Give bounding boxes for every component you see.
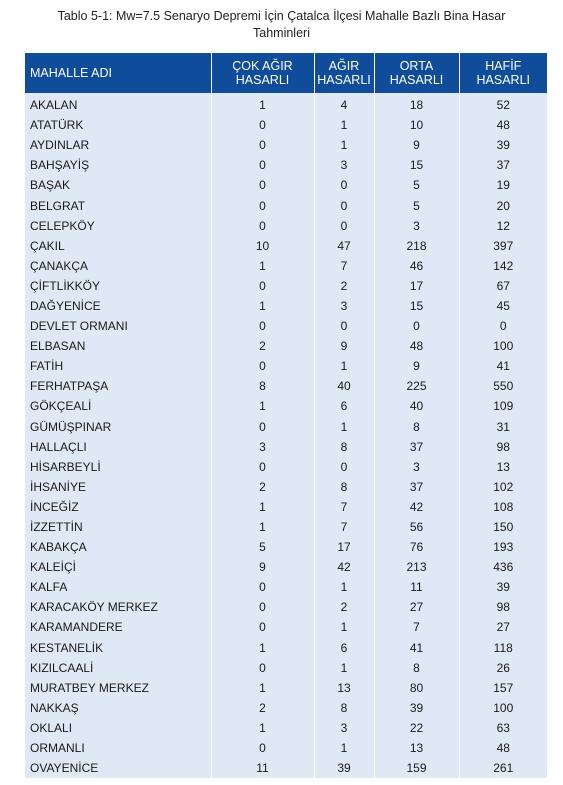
heavy-damage-cell: 3 — [314, 296, 374, 316]
very-heavy-damage-cell: 1 — [211, 517, 314, 537]
neighborhood-name-cell: ÇANAKÇA — [25, 256, 211, 276]
very-heavy-damage-cell: 2 — [211, 336, 314, 356]
table-row — [25, 718, 547, 738]
heavy-damage-cell: 1 — [314, 135, 374, 155]
moderate-damage-cell: 18 — [374, 93, 459, 115]
moderate-damage-cell: 17 — [374, 276, 459, 296]
heavy-damage-cell: 3 — [314, 718, 374, 738]
light-damage-cell: 48 — [496, 741, 510, 756]
moderate-damage-cell: 7 — [374, 617, 459, 637]
light-damage-cell: 39 — [496, 580, 510, 595]
header-neighborhood-name: MAHALLE ADI — [25, 53, 211, 93]
moderate-damage-cell: 0 — [374, 316, 459, 336]
neighborhood-name-cell: AYDINLAR — [25, 135, 211, 155]
light-damage-cell: 100 — [493, 700, 514, 715]
very-heavy-damage-cell: 8 — [211, 376, 314, 396]
neighborhood-name-cell: İHSANİYE — [25, 477, 211, 497]
header-moderate-damage — [374, 53, 459, 93]
moderate-damage-cell: 159 — [374, 758, 459, 778]
neighborhood-name-cell: FERHATPAŞA — [25, 376, 211, 396]
very-heavy-damage-cell: 0 — [211, 738, 314, 758]
header-light-damage — [459, 53, 547, 93]
very-heavy-damage-cell: 1 — [211, 93, 314, 115]
light-damage-cell: 436 — [493, 560, 514, 575]
very-heavy-damage-cell: 1 — [211, 678, 314, 698]
heavy-damage-cell: 1 — [314, 417, 374, 437]
moderate-damage-cell: 8 — [374, 658, 459, 678]
heavy-damage-cell: 1 — [314, 577, 374, 597]
heavy-damage-cell: 8 — [314, 477, 374, 497]
very-heavy-damage-cell: 0 — [211, 356, 314, 376]
table-row — [25, 115, 547, 135]
very-heavy-damage-cell: 0 — [211, 175, 314, 195]
table-row — [25, 236, 547, 256]
light-damage-cell: 12 — [496, 218, 510, 233]
heavy-damage-cell: 3 — [314, 155, 374, 175]
very-heavy-damage-cell: 9 — [211, 557, 314, 577]
light-damage-cell: 118 — [493, 640, 513, 655]
header-very-heavy-line-2: HASARLI — [235, 73, 290, 87]
neighborhood-name-cell: KABAKÇA — [25, 537, 211, 557]
header-row — [25, 53, 547, 93]
header-very-heavy-line-1: ÇOK AĞIR — [232, 59, 293, 73]
light-damage-cell: 20 — [496, 198, 510, 213]
heavy-damage-cell: 47 — [314, 236, 374, 256]
moderate-damage-cell: 37 — [374, 477, 459, 497]
damage-table-container — [25, 53, 547, 778]
neighborhood-name-cell: KESTANELİK — [25, 638, 211, 658]
heavy-damage-cell: 0 — [314, 457, 374, 477]
moderate-damage-cell: 80 — [374, 678, 459, 698]
heavy-damage-cell: 8 — [314, 437, 374, 457]
moderate-damage-cell: 76 — [374, 537, 459, 557]
heavy-damage-cell: 1 — [314, 617, 374, 637]
heavy-damage-cell: 1 — [314, 738, 374, 758]
header-heavy-damage — [314, 53, 374, 93]
moderate-damage-cell: 9 — [374, 135, 459, 155]
light-damage-cell: 48 — [496, 118, 510, 133]
neighborhood-name-cell: AKALAN — [25, 93, 211, 115]
header-heavy-line-1: AĞIR — [328, 59, 360, 73]
very-heavy-damage-cell: 0 — [211, 115, 314, 135]
moderate-damage-cell: 48 — [374, 336, 459, 356]
very-heavy-damage-cell: 1 — [211, 396, 314, 416]
moderate-damage-cell: 27 — [374, 597, 459, 617]
very-heavy-damage-cell: 2 — [211, 698, 314, 718]
table-caption — [0, 8, 563, 42]
moderate-damage-cell: 5 — [374, 175, 459, 195]
moderate-damage-cell: 213 — [374, 557, 459, 577]
very-heavy-damage-cell: 0 — [211, 658, 314, 678]
moderate-damage-cell: 3 — [374, 457, 459, 477]
neighborhood-name-cell: KIZILCAALİ — [25, 658, 211, 678]
neighborhood-name-cell: BAHŞAYİŞ — [25, 155, 211, 175]
moderate-damage-cell: 8 — [374, 417, 459, 437]
moderate-damage-cell: 5 — [374, 195, 459, 215]
table-row — [25, 336, 547, 356]
table-row — [25, 195, 547, 215]
neighborhood-name-cell: ÇİFTLİKKÖY — [25, 276, 211, 296]
very-heavy-damage-cell: 11 — [211, 758, 314, 778]
heavy-damage-cell: 40 — [314, 376, 374, 396]
table-row — [25, 216, 547, 236]
light-damage-cell: 13 — [496, 459, 510, 474]
heavy-damage-cell: 7 — [314, 497, 374, 517]
table-row — [25, 93, 547, 115]
neighborhood-name-cell: HİSARBEYLİ — [25, 457, 211, 477]
light-damage-cell: 37 — [496, 158, 510, 173]
light-damage-cell: 45 — [496, 298, 510, 313]
table-header — [25, 53, 547, 93]
heavy-damage-cell: 42 — [314, 557, 374, 577]
table-row — [25, 417, 547, 437]
neighborhood-name-cell: FATİH — [25, 356, 211, 376]
very-heavy-damage-cell: 0 — [211, 276, 314, 296]
table-row — [25, 135, 547, 155]
light-damage-cell: 102 — [493, 479, 514, 494]
very-heavy-damage-cell: 0 — [211, 457, 314, 477]
neighborhood-name-cell: KALEİÇİ — [25, 557, 211, 577]
neighborhood-name-cell: BAŞAK — [25, 175, 211, 195]
moderate-damage-cell: 42 — [374, 497, 459, 517]
heavy-damage-cell: 9 — [314, 336, 374, 356]
light-damage-cell: 108 — [493, 499, 514, 514]
table-row — [25, 256, 547, 276]
table-row — [25, 155, 547, 175]
neighborhood-name-cell: İZZETTİN — [25, 517, 211, 537]
table-row — [25, 457, 547, 477]
neighborhood-name-cell: DEVLET ORMANI — [25, 316, 211, 336]
caption-line-1: Tablo 5-1: Mw=7.5 Senaryo Depremi İçin Çatalca İlçesi Mahalle Bazlı Bina Hasar — [57, 9, 506, 23]
table-row — [25, 597, 547, 617]
neighborhood-name-cell: MURATBEY MERKEZ — [25, 678, 211, 698]
very-heavy-damage-cell: 2 — [211, 477, 314, 497]
heavy-damage-cell: 4 — [314, 93, 374, 115]
very-heavy-damage-cell: 0 — [211, 155, 314, 175]
very-heavy-damage-cell: 1 — [211, 256, 314, 276]
very-heavy-damage-cell: 0 — [211, 216, 314, 236]
moderate-damage-cell: 11 — [374, 577, 459, 597]
light-damage-cell: 157 — [493, 680, 514, 695]
heavy-damage-cell: 0 — [314, 195, 374, 215]
light-damage-cell: 100 — [493, 339, 514, 354]
light-damage-cell: 31 — [496, 419, 510, 434]
moderate-damage-cell: 56 — [374, 517, 459, 537]
table-body — [25, 93, 547, 778]
very-heavy-damage-cell: 1 — [211, 296, 314, 316]
table-row — [25, 276, 547, 296]
neighborhood-name-cell: DAĞYENİCE — [25, 296, 211, 316]
heavy-damage-cell: 6 — [314, 638, 374, 658]
table-row — [25, 537, 547, 557]
light-damage-cell: 67 — [496, 278, 510, 293]
caption-line-2: Tahminleri — [253, 26, 310, 40]
heavy-damage-cell: 17 — [314, 537, 374, 557]
moderate-damage-cell: 218 — [374, 236, 459, 256]
moderate-damage-cell: 39 — [374, 698, 459, 718]
very-heavy-damage-cell: 5 — [211, 537, 314, 557]
moderate-damage-cell: 22 — [374, 718, 459, 738]
table-row — [25, 758, 547, 778]
heavy-damage-cell: 2 — [314, 597, 374, 617]
heavy-damage-cell: 1 — [314, 658, 374, 678]
table-row — [25, 356, 547, 376]
header-light-line-2: HASARLI — [476, 73, 530, 87]
heavy-damage-cell: 0 — [314, 216, 374, 236]
light-damage-cell: 52 — [496, 98, 510, 113]
heavy-damage-cell: 2 — [314, 276, 374, 296]
very-heavy-damage-cell: 0 — [211, 417, 314, 437]
moderate-damage-cell: 37 — [374, 437, 459, 457]
table-row — [25, 517, 547, 537]
neighborhood-name-cell: OVAYENİCE — [25, 758, 211, 778]
neighborhood-name-cell: CELEPKÖY — [25, 216, 211, 236]
header-very-heavy-damage — [211, 53, 314, 93]
very-heavy-damage-cell: 0 — [211, 135, 314, 155]
neighborhood-name-cell: ÇAKIL — [25, 236, 211, 256]
table-row — [25, 477, 547, 497]
heavy-damage-cell: 7 — [314, 517, 374, 537]
very-heavy-damage-cell: 0 — [211, 195, 314, 215]
heavy-damage-cell: 8 — [314, 698, 374, 718]
neighborhood-name-cell: KALFA — [25, 577, 211, 597]
header-moderate-line-2: HASARLI — [389, 73, 444, 87]
heavy-damage-cell: 6 — [314, 396, 374, 416]
light-damage-cell: 193 — [493, 540, 514, 555]
table-row — [25, 376, 547, 396]
neighborhood-name-cell: KARAMANDERE — [25, 617, 211, 637]
light-damage-cell: 41 — [496, 359, 510, 374]
table-row — [25, 698, 547, 718]
moderate-damage-cell: 46 — [374, 256, 459, 276]
light-damage-cell: 98 — [496, 600, 510, 615]
light-damage-cell: 150 — [493, 520, 514, 535]
light-damage-cell: 142 — [493, 258, 514, 273]
very-heavy-damage-cell: 1 — [211, 718, 314, 738]
moderate-damage-cell: 15 — [374, 296, 459, 316]
neighborhood-name-cell: ATATÜRK — [25, 115, 211, 135]
heavy-damage-cell: 0 — [314, 316, 374, 336]
light-damage-cell: 19 — [496, 178, 510, 193]
light-damage-cell: 39 — [496, 138, 510, 153]
table-row — [25, 738, 547, 758]
table-row — [25, 396, 547, 416]
very-heavy-damage-cell: 1 — [211, 497, 314, 517]
table-row — [25, 316, 547, 336]
light-damage-cell: 397 — [493, 238, 514, 253]
neighborhood-name-cell: NAKKAŞ — [25, 698, 211, 718]
moderate-damage-cell: 9 — [374, 356, 459, 376]
heavy-damage-cell: 1 — [314, 115, 374, 135]
light-damage-cell: 27 — [496, 620, 510, 635]
heavy-damage-cell: 7 — [314, 256, 374, 276]
light-damage-cell: 26 — [496, 660, 510, 675]
moderate-damage-cell: 3 — [374, 216, 459, 236]
very-heavy-damage-cell: 0 — [211, 316, 314, 336]
very-heavy-damage-cell: 0 — [211, 617, 314, 637]
table-row — [25, 497, 547, 517]
moderate-damage-cell: 15 — [374, 155, 459, 175]
neighborhood-name-cell: BELGRAT — [25, 195, 211, 215]
neighborhood-name-cell: ORMANLI — [25, 738, 211, 758]
header-heavy-line-2: HASARLI — [317, 73, 371, 87]
very-heavy-damage-cell: 10 — [211, 236, 314, 256]
light-damage-cell: 109 — [493, 399, 514, 414]
moderate-damage-cell: 13 — [374, 738, 459, 758]
neighborhood-name-cell: OKLALI — [25, 718, 211, 738]
light-damage-cell: 63 — [496, 720, 510, 735]
table-row — [25, 617, 547, 637]
header-light-line-1: HAFİF — [485, 59, 522, 73]
moderate-damage-cell: 41 — [374, 638, 459, 658]
heavy-damage-cell: 0 — [314, 175, 374, 195]
moderate-damage-cell: 10 — [374, 115, 459, 135]
neighborhood-name-cell: GÜMÜŞPINAR — [25, 417, 211, 437]
very-heavy-damage-cell: 1 — [211, 638, 314, 658]
very-heavy-damage-cell: 0 — [211, 597, 314, 617]
table-row — [25, 577, 547, 597]
table-row — [25, 296, 547, 316]
damage-estimate-table — [25, 53, 547, 778]
heavy-damage-cell: 13 — [314, 678, 374, 698]
table-row — [25, 658, 547, 678]
heavy-damage-cell: 1 — [314, 356, 374, 376]
table-row — [25, 638, 547, 658]
table-row — [25, 175, 547, 195]
light-damage-cell: 261 — [493, 761, 514, 776]
neighborhood-name-cell: ELBASAN — [25, 336, 211, 356]
neighborhood-name-cell: HALLAÇLI — [25, 437, 211, 457]
neighborhood-name-cell: GÖKÇEALİ — [25, 396, 211, 416]
table-row — [25, 678, 547, 698]
heavy-damage-cell: 39 — [314, 758, 374, 778]
light-damage-cell: 98 — [496, 439, 510, 454]
very-heavy-damage-cell: 3 — [211, 437, 314, 457]
neighborhood-name-cell: KARACAKÖY MERKEZ — [25, 597, 211, 617]
moderate-damage-cell: 40 — [374, 396, 459, 416]
light-damage-cell: 550 — [493, 379, 514, 394]
header-moderate-line-1: ORTA — [399, 59, 434, 73]
table-row — [25, 437, 547, 457]
very-heavy-damage-cell: 0 — [211, 577, 314, 597]
table-row — [25, 557, 547, 577]
neighborhood-name-cell: İNCEĞİZ — [25, 497, 211, 517]
light-damage-cell: 0 — [499, 319, 507, 334]
moderate-damage-cell: 225 — [374, 376, 459, 396]
